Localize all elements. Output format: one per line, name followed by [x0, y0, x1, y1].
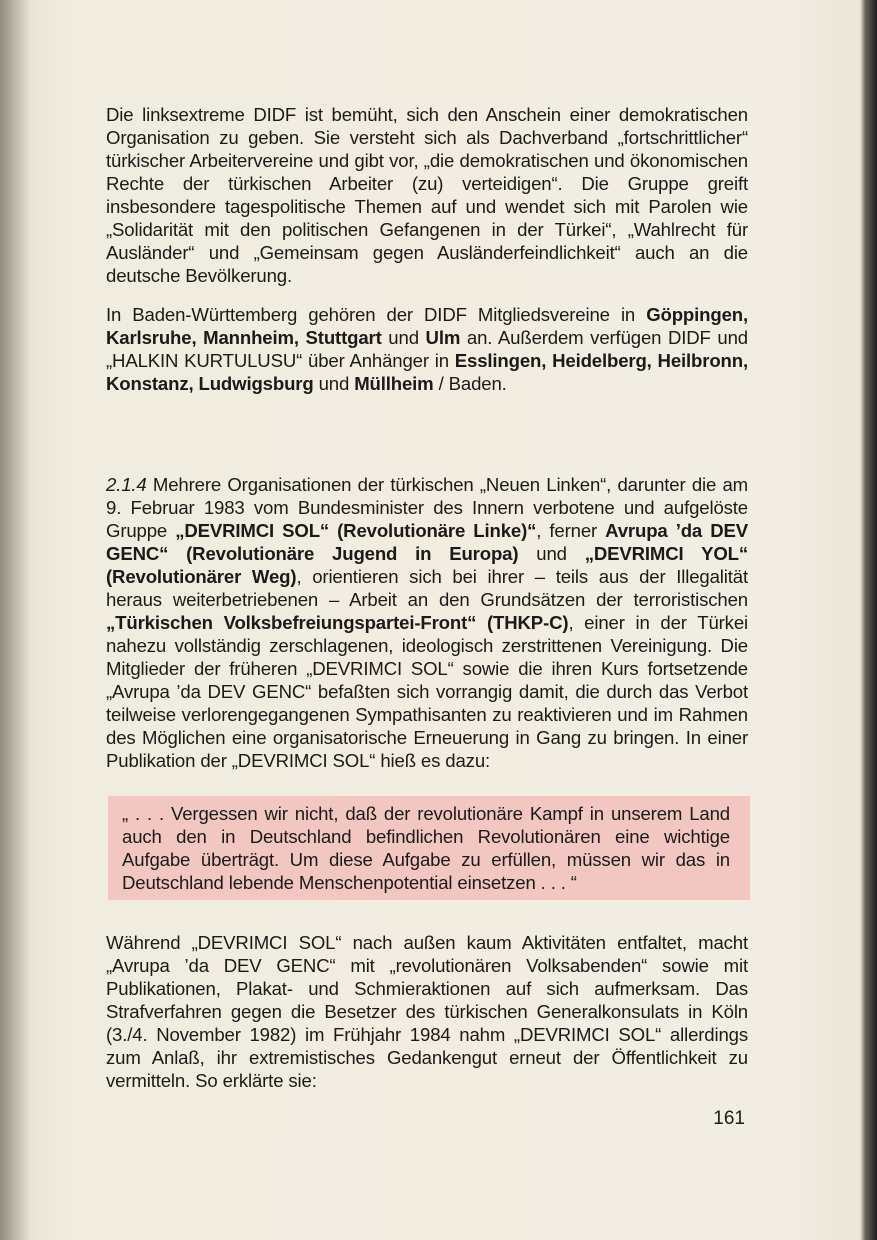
bold-organisation: Avrupa ’da DEV GENC“ (Revolutionäre Jugend in Europa) [106, 520, 748, 564]
text-span: , einer in der Türkei nahezu vollständig zerschlagenen, ideologisch zerstrittenen Vereinigung. Die Mitglieder der früheren „DEVRIMCI SOL“ sowie die ihren Kurs fortsetzende „Avrupa ’da DEV GENC“ befaßten sich vorrangig damit, die durch das Verbot teilweise verlorengegangenen Sympathisanten zu reaktivieren und im Rahmen des Möglichen eine organisatorische Erneuerung in Gang zu bringen. In einer Publikation der „DEVRIMCI SOL“ hieß es dazu: [106, 612, 748, 771]
text-span: und [381, 327, 426, 348]
text-span: In Baden-Württemberg gehören der DIDF Mitgliedsvereine in [106, 304, 647, 325]
quote-text: „ . . . Vergessen wir nicht, daß der revolutionäre Kampf in unserem Land auch den in Deutschland befindlichen Revolutionären eine wichtige Aufgabe überträgt. Um diese Aufgabe zu erfüllen, müssen wir das in Deutschland lebende Menschenpotential einsetzen . . . “ [122, 803, 730, 893]
bold-city: Müllheim [354, 373, 434, 394]
text-span: Mehrere Organisationen der türkischen „Neuen Linken“, darunter die am 9. Februar 1983 vom Bundesminister des Innern verbotene und aufgelöste Gruppe [106, 474, 748, 541]
bold-organisation: „DEVRIMCI YOL“ (Revolutionärer Weg) [106, 543, 748, 587]
bold-city-list: Esslingen, Heidelberg, Heilbronn, Konstanz, Ludwigsburg [106, 350, 748, 394]
spine-shadow [0, 0, 30, 1240]
bold-organisation: „DEVRIMCI SOL“ (Revolutionäre Linke)“ [175, 520, 537, 541]
text-span: an. Außerdem verfügen DIDF und „HALKIN KURTULUSU“ über Anhänger in [106, 327, 748, 371]
section-number: 2.1.4 [106, 474, 147, 495]
bold-city-list: Göppingen, Karlsruhe, Mannheim, Stuttgart [106, 304, 748, 348]
bold-organisation: „Türkischen Volksbefreiungspartei-Front“ (THKP-C) [106, 612, 569, 633]
paragraph-baden-wuerttemberg [106, 303, 748, 395]
page-edge [865, 0, 877, 1240]
paragraph-activities: Während „DEVRIMCI SOL“ nach außen kaum Aktivitäten entfaltet, macht „Avrupa ’da DEV GENC“ mit „revolutionären Volksabenden“ sowie mit Publikationen, Plakat- und Schmieraktionen auf sich aufmerksam. Das Strafverfahren gegen die Besetzer des türkischen Generalkonsulats in Köln (3./4. November 1982) im Frühjahr 1984 nahm „DEVRIMCI SOL“ allerdings zum Anlaß, ihr extremistisches Gedankengut erneut der Öffentlichkeit zu vermitteln. So erklärte sie: [106, 932, 748, 1091]
paragraph-didf: Die linksextreme DIDF ist bemüht, sich den Anschein einer demokratischen Organisation zu geben. Sie versteht sich als Dachverband „fortschrittlicher“ türkischer Arbeitervereine und gibt vor, „die demokratischen und ökonomischen Rechte der türkischen Arbeiter (zu) verteidigen“. Die Gruppe greift insbesondere tagespolitische Themen auf und wendet sich mit Parolen wie „Solidarität mit den politischen Gefangenen in der Türkei“, „Wahlrecht für Ausländer“ und „Gemeinsam gegen Ausländerfeindlichkeit“ auch an die deutsche Bevölkerung. [106, 104, 748, 286]
paragraph-section-2-1-4 [106, 473, 748, 772]
text-span: / Baden. [433, 373, 507, 394]
bold-city: Ulm [425, 327, 461, 348]
text-span: und [313, 373, 355, 394]
text-span: , ferner [536, 520, 606, 541]
text-span: , orientieren sich bei ihrer – teils aus der Illegalität heraus weiterbetriebenen – Arbeit an den Grundsätzen der terroristischen [106, 566, 748, 610]
text-span: und [518, 543, 585, 564]
page-number: 161 [713, 1108, 745, 1129]
